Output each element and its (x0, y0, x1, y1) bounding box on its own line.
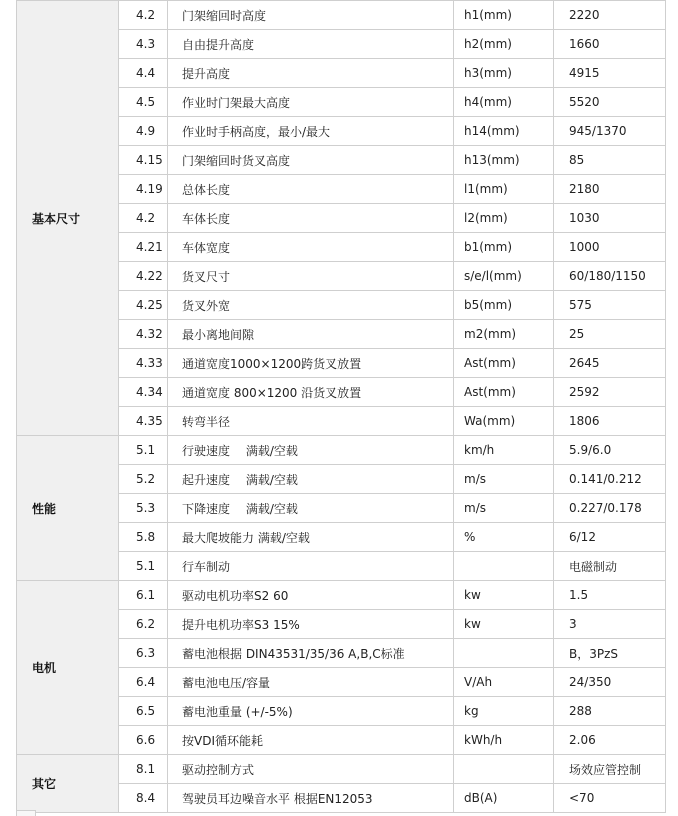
spec-unit-cell: l1(mm) (454, 175, 554, 204)
spec-value-cell: 3 (554, 610, 666, 639)
spec-number-cell: 5.2 (119, 465, 168, 494)
spec-table (16, 0, 666, 813)
spec-value-cell: 电磁制动 (554, 552, 666, 581)
spec-number-cell: 4.35 (119, 407, 168, 436)
spec-unit-cell: km/h (454, 436, 554, 465)
spec-value-cell: <70 (554, 784, 666, 813)
spec-number-cell: 4.15 (119, 146, 168, 175)
spec-unit-cell: Ast(mm) (454, 378, 554, 407)
spec-number-cell: 8.1 (119, 755, 168, 784)
spec-value-cell: 2645 (554, 349, 666, 378)
spec-number-cell: 6.4 (119, 668, 168, 697)
spec-item-cell: 门架缩回时货叉高度 (168, 146, 454, 175)
spec-unit-cell (454, 639, 554, 668)
spec-value-cell: 1806 (554, 407, 666, 436)
spec-item-cell: 转弯半径 (168, 407, 454, 436)
spec-value-cell: 5520 (554, 88, 666, 117)
spec-item-cell: 蓄电池电压/容量 (168, 668, 454, 697)
spec-unit-cell: h3(mm) (454, 59, 554, 88)
spec-table-body (17, 1, 666, 813)
table-row (17, 1, 666, 30)
spec-unit-cell: h14(mm) (454, 117, 554, 146)
spec-item-cell: 行车制动 (168, 552, 454, 581)
spec-value-cell: 2180 (554, 175, 666, 204)
spec-item-cell: 最小离地间隙 (168, 320, 454, 349)
spec-item-cell: 货叉尺寸 (168, 262, 454, 291)
spec-item-cell: 提升高度 (168, 59, 454, 88)
spec-item-cell: 行驶速度 满载/空载 (168, 436, 454, 465)
spec-unit-cell: kg (454, 697, 554, 726)
spec-value-cell: 945/1370 (554, 117, 666, 146)
spec-number-cell: 8.4 (119, 784, 168, 813)
table-scroll-stub (16, 810, 36, 816)
spec-number-cell: 4.4 (119, 59, 168, 88)
spec-item-cell: 起升速度 满载/空载 (168, 465, 454, 494)
spec-unit-cell: b5(mm) (454, 291, 554, 320)
spec-value-cell: 25 (554, 320, 666, 349)
spec-value-cell: 60/180/1150 (554, 262, 666, 291)
spec-number-cell: 5.8 (119, 523, 168, 552)
spec-value-cell: 85 (554, 146, 666, 175)
table-row (17, 755, 666, 784)
category-cell: 性能 (17, 436, 119, 581)
spec-unit-cell: s/e/l(mm) (454, 262, 554, 291)
table-row (17, 581, 666, 610)
spec-unit-cell: m/s (454, 465, 554, 494)
spec-number-cell: 4.32 (119, 320, 168, 349)
spec-unit-cell: b1(mm) (454, 233, 554, 262)
spec-unit-cell: h4(mm) (454, 88, 554, 117)
spec-item-cell: 蓄电池根据 DIN43531/35/36 A,B,C标准 (168, 639, 454, 668)
spec-unit-cell: kw (454, 581, 554, 610)
spec-unit-cell: V/Ah (454, 668, 554, 697)
spec-value-cell: 5.9/6.0 (554, 436, 666, 465)
spec-item-cell: 驱动电机功率S2 60 (168, 581, 454, 610)
spec-unit-cell: Ast(mm) (454, 349, 554, 378)
spec-number-cell: 4.3 (119, 30, 168, 59)
spec-number-cell: 5.1 (119, 552, 168, 581)
spec-value-cell: 24/350 (554, 668, 666, 697)
spec-value-cell: 4915 (554, 59, 666, 88)
spec-value-cell: 0.227/0.178 (554, 494, 666, 523)
spec-unit-cell: h13(mm) (454, 146, 554, 175)
spec-number-cell: 6.3 (119, 639, 168, 668)
spec-item-cell: 车体宽度 (168, 233, 454, 262)
spec-unit-cell: h1(mm) (454, 1, 554, 30)
spec-number-cell: 4.2 (119, 1, 168, 30)
spec-item-cell: 驱动控制方式 (168, 755, 454, 784)
spec-item-cell: 通道宽度 800×1200 沿货叉放置 (168, 378, 454, 407)
spec-number-cell: 6.1 (119, 581, 168, 610)
category-cell: 电机 (17, 581, 119, 755)
spec-item-cell: 驾驶员耳边噪音水平 根据EN12053 (168, 784, 454, 813)
spec-value-cell: 288 (554, 697, 666, 726)
spec-number-cell: 4.34 (119, 378, 168, 407)
spec-unit-cell: h2(mm) (454, 30, 554, 59)
spec-unit-cell (454, 755, 554, 784)
spec-item-cell: 门架缩回时高度 (168, 1, 454, 30)
spec-unit-cell: % (454, 523, 554, 552)
spec-item-cell: 按VDI循环能耗 (168, 726, 454, 755)
spec-unit-cell: m2(mm) (454, 320, 554, 349)
spec-item-cell: 总体长度 (168, 175, 454, 204)
spec-item-cell: 最大爬坡能力 满载/空载 (168, 523, 454, 552)
spec-number-cell: 6.5 (119, 697, 168, 726)
spec-number-cell: 4.5 (119, 88, 168, 117)
spec-item-cell: 下降速度 满载/空载 (168, 494, 454, 523)
spec-value-cell: 1030 (554, 204, 666, 233)
spec-unit-cell: l2(mm) (454, 204, 554, 233)
spec-unit-cell: Wa(mm) (454, 407, 554, 436)
spec-value-cell: 575 (554, 291, 666, 320)
spec-number-cell: 4.22 (119, 262, 168, 291)
spec-number-cell: 4.25 (119, 291, 168, 320)
spec-unit-cell: m/s (454, 494, 554, 523)
spec-item-cell: 自由提升高度 (168, 30, 454, 59)
spec-number-cell: 6.6 (119, 726, 168, 755)
spec-item-cell: 车体长度 (168, 204, 454, 233)
spec-value-cell: 2.06 (554, 726, 666, 755)
spec-number-cell: 4.33 (119, 349, 168, 378)
spec-number-cell: 4.21 (119, 233, 168, 262)
spec-value-cell: 2220 (554, 1, 666, 30)
spec-number-cell: 4.19 (119, 175, 168, 204)
category-cell: 基本尺寸 (17, 1, 119, 436)
spec-value-cell: 2592 (554, 378, 666, 407)
spec-number-cell: 4.2 (119, 204, 168, 233)
spec-value-cell: 1000 (554, 233, 666, 262)
spec-value-cell: 1.5 (554, 581, 666, 610)
spec-unit-cell: dB(A) (454, 784, 554, 813)
spec-number-cell: 5.3 (119, 494, 168, 523)
spec-value-cell: 场效应管控制 (554, 755, 666, 784)
spec-number-cell: 4.9 (119, 117, 168, 146)
spec-item-cell: 货叉外宽 (168, 291, 454, 320)
spec-value-cell: B，3PzS (554, 639, 666, 668)
spec-unit-cell (454, 552, 554, 581)
spec-item-cell: 作业时门架最大高度 (168, 88, 454, 117)
spec-number-cell: 5.1 (119, 436, 168, 465)
spec-number-cell: 6.2 (119, 610, 168, 639)
category-cell: 其它 (17, 755, 119, 813)
spec-item-cell: 蓄电池重量 (+/-5%) (168, 697, 454, 726)
table-row (17, 436, 666, 465)
spec-value-cell: 0.141/0.212 (554, 465, 666, 494)
spec-value-cell: 1660 (554, 30, 666, 59)
spec-item-cell: 提升电机功率S3 15% (168, 610, 454, 639)
spec-item-cell: 作业时手柄高度，最小/最大 (168, 117, 454, 146)
spec-value-cell: 6/12 (554, 523, 666, 552)
spec-unit-cell: kw (454, 610, 554, 639)
spec-item-cell: 通道宽度1000×1200跨货叉放置 (168, 349, 454, 378)
spec-unit-cell: kWh/h (454, 726, 554, 755)
